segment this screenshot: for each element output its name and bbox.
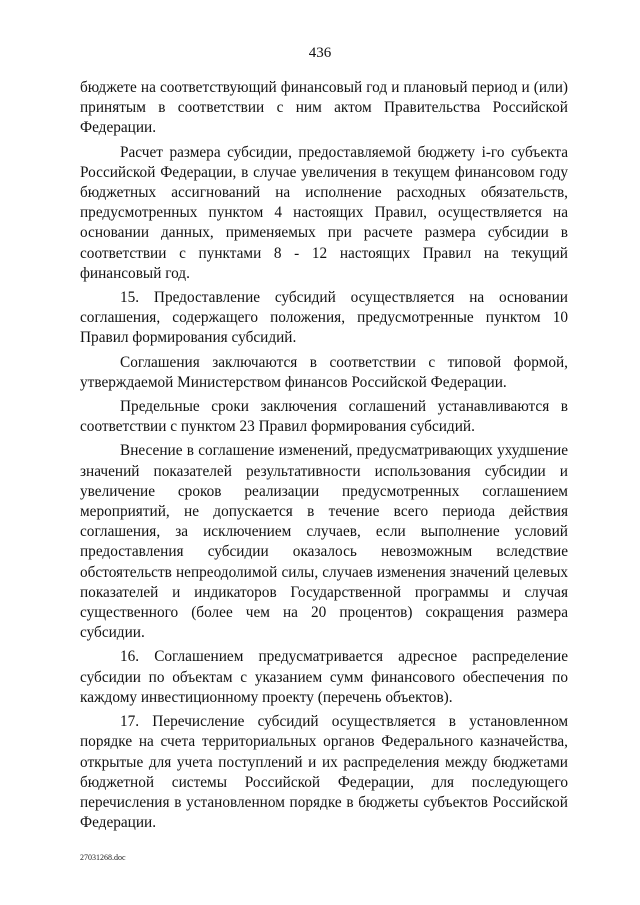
- paragraph-item-15: 15. Предоставление субсидий осуществляется на основании соглашения, содержащего положения, предусмотренные пунктом 10 Правил формирования субсидий.: [80, 289, 568, 347]
- paragraph-item-16: 16. Соглашением предусматривается адресное распределение субсидии по объектам с указанием сумм финансового обеспечения по каждому инвестиционному проекту (перечень объектов).: [80, 648, 568, 706]
- page-number: 436: [308, 45, 332, 61]
- paragraph-continuation: бюджете на соответствующий финансовый год и плановый период и (или) принятым в соответствии с ним актом Правительства Российской Федерации.: [80, 79, 568, 137]
- paragraph-subsidy-calculation: Расчет размера субсидии, предоставляемой бюджету i-го субъекта Российской Федерации, в случае увеличения в текущем финансовом году бюджетных ассигнований на исполнение расходных обязательств, предусмотренных пунктом 4 настоящих Правил, осуществляется на основании данных, применяемых при расчете размера субсидии в соответствии с пунктами 8 - 12 настоящих Правил на текущий финансовый год.: [80, 143, 568, 282]
- paragraph-agreements-form: Соглашения заключаются в соответствии с типовой формой, утверждаемой Министерством финансов Российской Федерации.: [80, 353, 568, 391]
- document-body: [80, 78, 568, 833]
- paragraph-agreement-changes: Внесение в соглашение изменений, предусматривающих ухудшение значений показателей результативности использования субсидии и увеличение сроков реализации предусмотренных соглашением мероприятий, не допускается в течение всего периода действия соглашения, за исключением случаев, если выполнение условий предоставления субсидии оказалось невозможным вследствие обстоятельств непреодолимой силы, случаев изменения значений целевых показателей и индикаторов Государственной программы и случая существенного (более чем на 20 процентов) сокращения размера субсидии.: [80, 442, 568, 642]
- paragraph-agreement-deadlines: Предельные сроки заключения соглашений устанавливаются в соответствии с пунктом 23 Правил формирования субсидий.: [80, 398, 568, 436]
- footer-file-code: 27031268.doc: [80, 853, 126, 862]
- paragraph-item-17: 17. Перечисление субсидий осуществляется в установленном порядке на счета территориальных органов Федерального казначейства, открытые для учета поступлений и их распределения между бюджетами бюджетной системы Российской Федерации, для последующего перечисления в установленном порядке в бюджеты субъектов Российской Федерации.: [80, 713, 568, 832]
